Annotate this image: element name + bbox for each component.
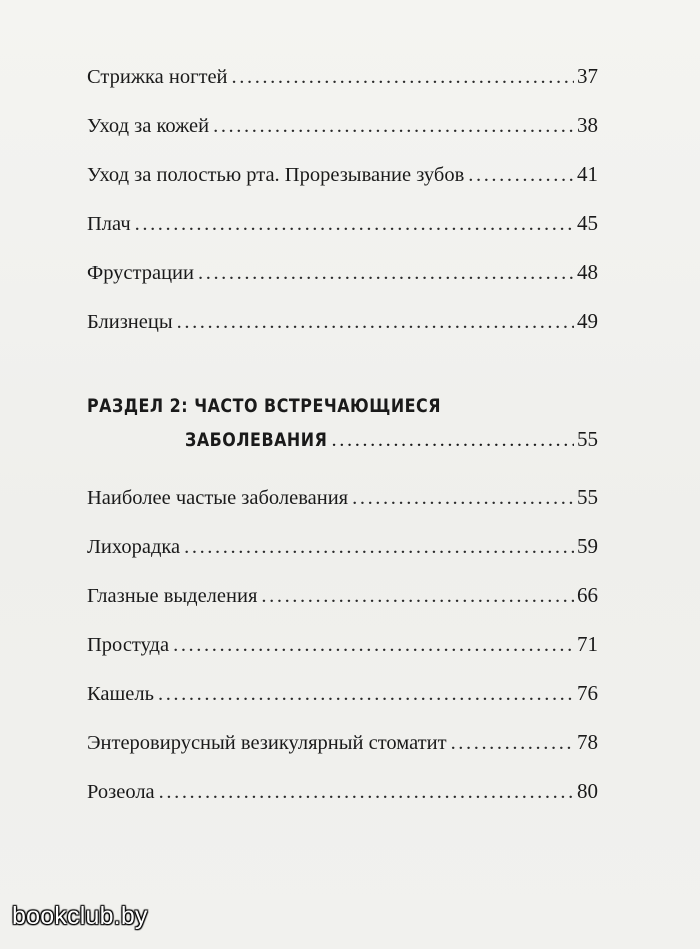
dot-leader bbox=[332, 429, 574, 452]
toc-entry bbox=[87, 779, 598, 828]
toc-entry-page: 78 bbox=[577, 730, 598, 754]
dot-leader bbox=[468, 164, 574, 187]
dot-leader bbox=[158, 683, 574, 706]
toc-entry-title: Розеола bbox=[87, 781, 155, 803]
toc-entry bbox=[87, 260, 598, 309]
dot-leader bbox=[159, 781, 574, 804]
toc-entry-page: 80 bbox=[577, 779, 598, 803]
dot-leader bbox=[198, 262, 574, 285]
toc-entry-page: 71 bbox=[577, 632, 598, 656]
toc-entry bbox=[87, 113, 598, 162]
toc-entry-title: Близнецы bbox=[87, 311, 173, 333]
toc-entry-page: 38 bbox=[577, 113, 598, 137]
toc-entry-title: Глазные выделения bbox=[87, 585, 258, 607]
toc-entry-page: 76 bbox=[577, 681, 598, 705]
section-page: 55 bbox=[577, 427, 598, 451]
toc-entry-title: Уход за полостью рта. Прорезывание зубов bbox=[87, 164, 465, 186]
toc-entry bbox=[87, 485, 598, 534]
section-title-line1: РАЗДЕЛ 2: ЧАСТО ВСТРЕЧАЮЩИЕСЯ bbox=[87, 396, 442, 417]
dot-leader bbox=[135, 213, 574, 236]
toc-entry-page: 55 bbox=[577, 485, 598, 509]
toc-entry-page: 59 bbox=[577, 534, 598, 558]
watermark: bookclub.by bbox=[12, 902, 148, 930]
dot-leader bbox=[213, 115, 574, 138]
dot-leader bbox=[451, 732, 574, 755]
toc-entry bbox=[87, 64, 598, 113]
toc-entry-title: Лихорадка bbox=[87, 536, 181, 558]
toc-entry bbox=[87, 583, 598, 632]
toc-entry-title: Кашель bbox=[87, 683, 154, 705]
toc-entry bbox=[87, 309, 598, 358]
dot-leader bbox=[173, 634, 574, 657]
toc-entry-title: Простуда bbox=[87, 634, 170, 656]
section-title-line2-row bbox=[87, 427, 598, 485]
toc-entry bbox=[87, 681, 598, 730]
toc-entry-page: 37 bbox=[577, 64, 598, 88]
toc-entry bbox=[87, 730, 598, 779]
toc-entry-page: 41 bbox=[577, 162, 598, 186]
toc-entry-title: Стрижка ногтей bbox=[87, 66, 228, 88]
toc-entry-page: 49 bbox=[577, 309, 598, 333]
toc-entry-title: Наиболее частые заболевания bbox=[87, 487, 349, 509]
toc-entry-page: 45 bbox=[577, 211, 598, 235]
toc-entry-title: Уход за кожей bbox=[87, 115, 210, 137]
toc-entry bbox=[87, 162, 598, 211]
toc-entry bbox=[87, 534, 598, 583]
dot-leader bbox=[177, 311, 574, 334]
dot-leader bbox=[232, 66, 574, 89]
toc-entry-page: 48 bbox=[577, 260, 598, 284]
toc-entry bbox=[87, 632, 598, 681]
toc-entry-title: Фрустрации bbox=[87, 262, 194, 284]
table-of-contents bbox=[87, 64, 598, 828]
section-heading bbox=[87, 387, 598, 485]
toc-entry-title: Энтеровирусный везикулярный стоматит bbox=[87, 732, 447, 754]
dot-leader bbox=[261, 585, 574, 608]
dot-leader bbox=[184, 536, 574, 559]
toc-entry-page: 66 bbox=[577, 583, 598, 607]
toc-entry-title: Плач bbox=[87, 213, 131, 235]
toc-entry bbox=[87, 211, 598, 260]
section-title-line2: ЗАБОЛЕВАНИЯ bbox=[185, 430, 328, 451]
dot-leader bbox=[352, 487, 574, 510]
